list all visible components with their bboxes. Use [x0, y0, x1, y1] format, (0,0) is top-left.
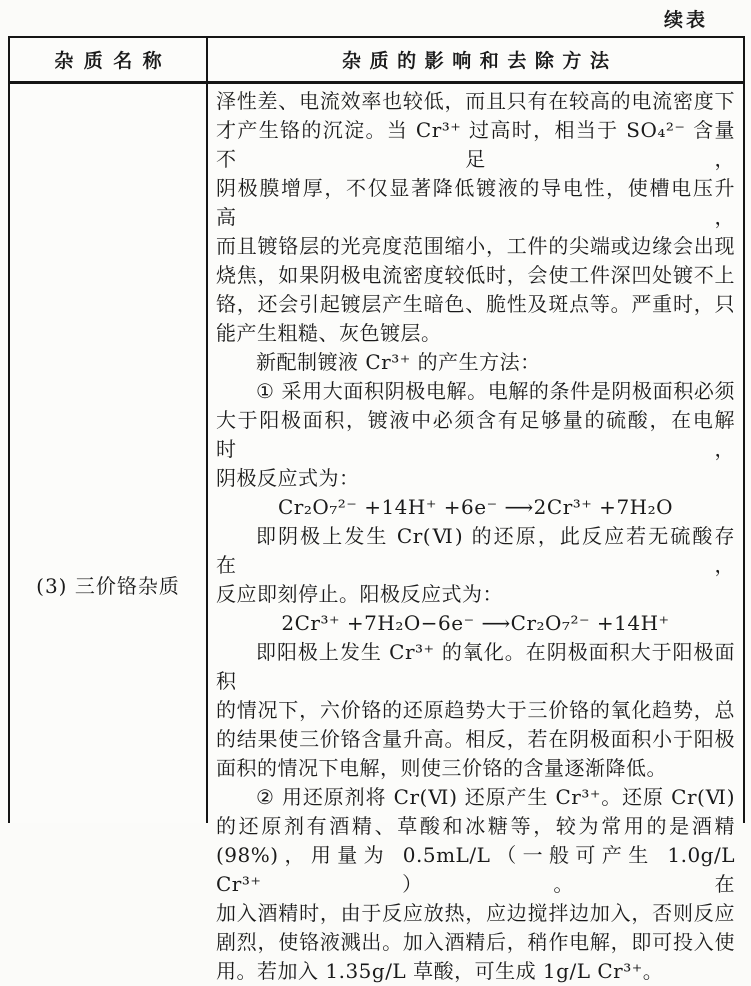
equation-line: Cr₂O₇²⁻ +14H⁺ +6e⁻ ⟶2Cr³⁺ +7H₂O: [277, 495, 674, 519]
impurity-name-label: (3) 三价铬杂质: [36, 574, 180, 598]
text-line: 才产生铬的沉淀。当 Cr³⁺ 过高时，相当于 SO₄²⁻ 含量不足，: [216, 118, 735, 171]
impurity-table: [8, 36, 745, 983]
text-line: 剧烈，使铬液溅出。加入酒精后，稍作电解，即可投入使: [216, 930, 735, 954]
table-header-row: [10, 38, 743, 84]
cell-impurity-effects-text: [208, 84, 743, 983]
text-line: 新配制镀液 Cr³⁺ 的产生方法：: [256, 350, 541, 374]
text-line: 铬，还会引起镀层产生暗色、脆性及斑点等。严重时，只: [216, 292, 735, 316]
text-line: 阴极反应式为：: [216, 466, 360, 490]
text-line: 阴极膜增厚，不仅显著降低镀液的导电性，使槽电压升高，: [216, 176, 735, 229]
text-line: 大于阳极面积，镀液中必须含有足够量的硫酸，在电解时，: [216, 408, 735, 461]
text-line: 加入酒精时，由于反应放热，应边搅拌边加入，否则反应: [216, 901, 735, 925]
text-line: 反应即刻停止。阳极反应式为：: [216, 582, 503, 606]
equation-line: 2Cr³⁺ +7H₂O−6e⁻ ⟶Cr₂O₇²⁻ +14H⁺: [281, 611, 670, 635]
text-line: 烧焦，如果阴极电流密度较低时，会使工件深凹处镀不上: [216, 263, 735, 287]
text-line: 的情况下，六价铬的还原趋势大于三价铬的氧化趋势，总: [216, 698, 735, 722]
continued-table-label: 续表: [663, 9, 708, 31]
header-impurity-effects: 杂质的影响和去除方法: [342, 50, 618, 72]
text-line: 而且镀铬层的光亮度范围缩小，工件的尖端或边缘会出现: [216, 234, 735, 258]
text-line: 的还原剂有酒精、草酸和冰糖等，较为常用的是酒精: [216, 814, 735, 838]
header-impurity-name: 杂质名称: [10, 38, 208, 81]
text-line: 能产生粗糙、灰色镀层。: [216, 321, 442, 345]
text-line: 即阳极上发生 Cr³⁺ 的氧化。在阴极面积大于阳极面积: [216, 640, 735, 693]
table-body-row: [10, 84, 743, 983]
text-line: 泽性差、电流效率也较低，而且只有在较高的电流密度下: [216, 89, 735, 113]
text-line: 面积的情况下电解，则使三价铬的含量逐渐降低。: [216, 756, 667, 780]
text-line: (98%)，用量为 0.5mL/L（一般可产生 1.0g/L Cr³⁺）。在: [216, 843, 735, 896]
text-line: 用。若加入 1.35g/L 草酸，可生成 1g/L Cr³⁺。: [216, 959, 664, 983]
text-line: ② 用还原剂将 Cr(Ⅵ) 还原产生 Cr³⁺。还原 Cr(Ⅵ): [256, 785, 735, 809]
cell-impurity-name: [10, 84, 208, 823]
text-line: 即阴极上发生 Cr(Ⅵ) 的还原，此反应若无硫酸存在，: [216, 524, 735, 577]
text-line: 的结果使三价铬含量升高。相反，若在阴极面积小于阳极: [216, 727, 735, 751]
text-line: ① 采用大面积阴极电解。电解的条件是阴极面积必须: [256, 379, 735, 403]
